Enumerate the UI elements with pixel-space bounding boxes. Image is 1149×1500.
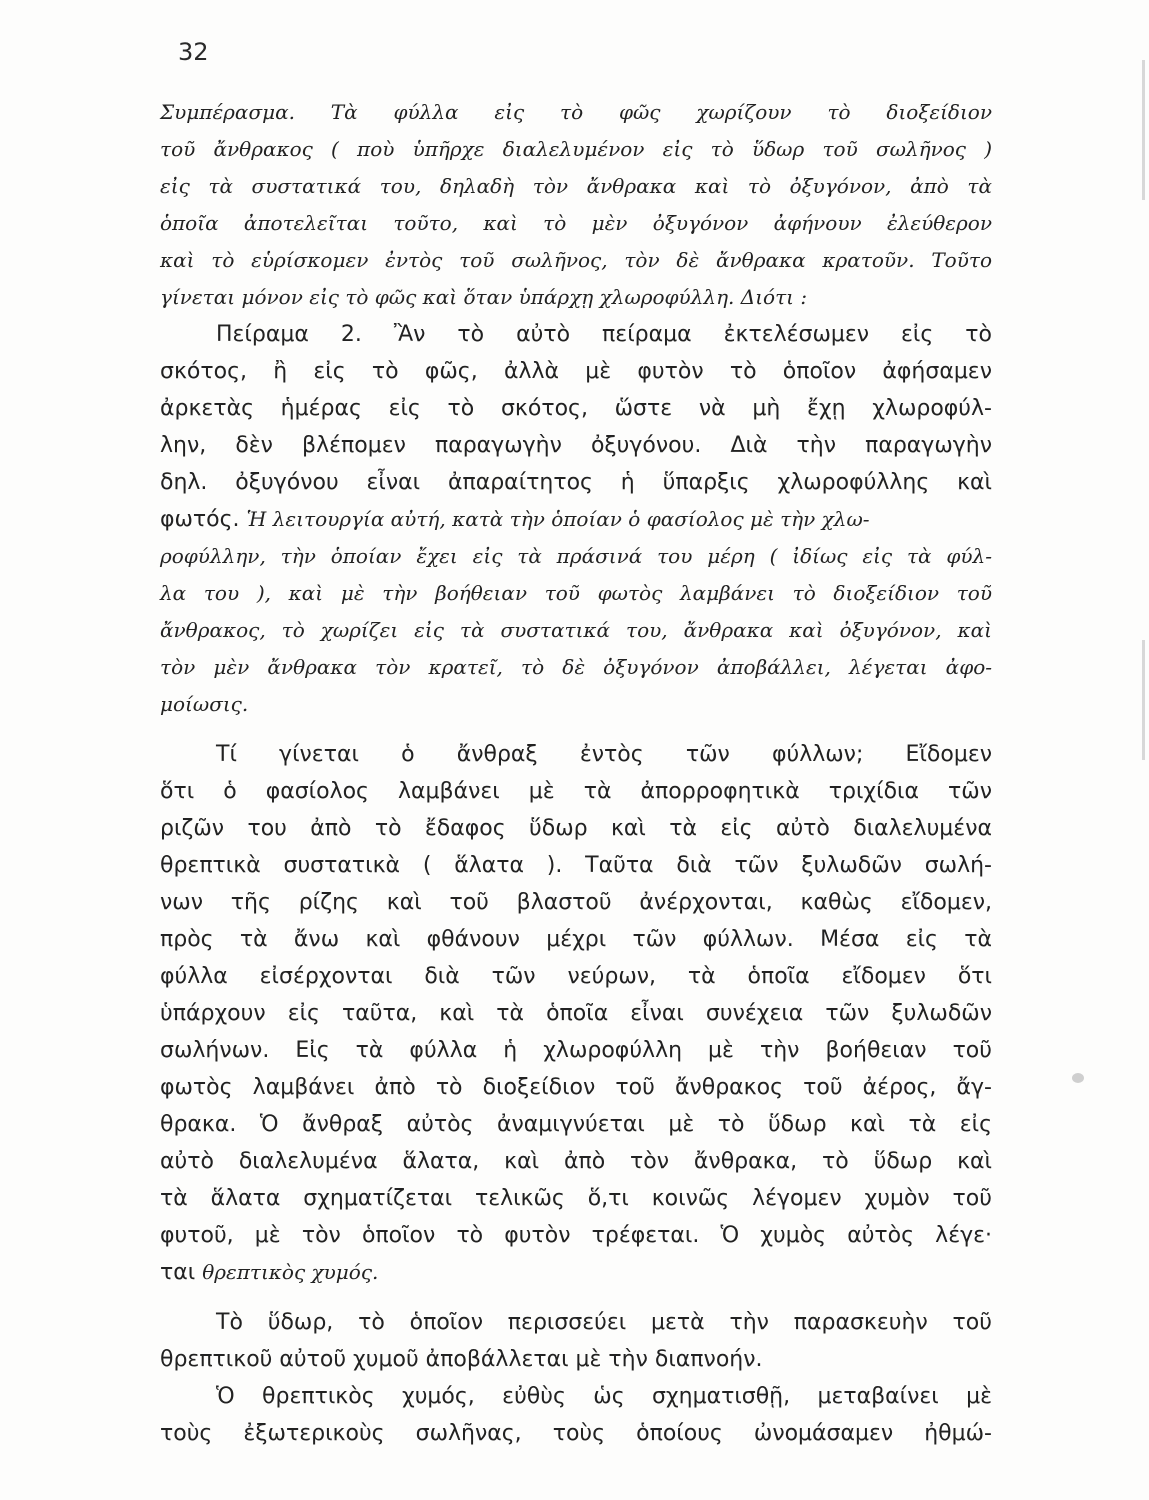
text-line (160, 847, 992, 884)
text-line-content: ριζῶν του ἀπὸ τὸ ἔδαφος ὕδωρ καὶ τὰ εἰς αὐτὸ διαλελυμένα (160, 816, 992, 841)
text-line (160, 131, 992, 168)
text-line (160, 773, 992, 810)
text-line (160, 205, 992, 242)
text-line-content: Πείραμα 2. Ἂν τὸ αὐτὸ πείραμα ἐκτελέσωμεν εἰς τὸ (216, 322, 992, 347)
paragraph-gap (160, 723, 992, 736)
text-line (160, 736, 992, 773)
page-number: 32 (178, 38, 209, 66)
text-line (160, 884, 992, 921)
text-line (160, 649, 992, 686)
text-line (160, 1217, 992, 1254)
text-line (160, 575, 992, 612)
text-line-content: τὸν μὲν ἄνθρακα τὸν κρατεῖ, τὸ δὲ ὀξυγόνον ἀποβάλλει, λέγεται ἀφο- (160, 655, 992, 679)
text-line-content: ὅτι ὁ φασίολος λαμβάνει μὲ τὰ ἀπορροφητικὰ τριχίδια τῶν (160, 779, 992, 804)
text-line (160, 94, 992, 131)
text-line (160, 686, 992, 723)
text-line (160, 168, 992, 205)
text-line-content: ροφύλλην, τὴν ὁποίαν ἔχει εἰς τὰ πράσινά του μέρη ( ἰδίως εἰς τὰ φύλ- (160, 544, 992, 568)
text-line-content: φωτὸς λαμβάνει ἀπὸ τὸ διοξείδιον τοῦ ἄνθρακος τοῦ ἀέρος, ἄγ- (160, 1075, 992, 1100)
text-line-content: ὁποῖα ἀποτελεῖται τοῦτο, καὶ τὸ μὲν ὀξυγόνον ἀφήνουν ἐλεύθερον (160, 211, 992, 235)
paragraph-gap (160, 1291, 992, 1304)
text-line (160, 612, 992, 649)
text-line-content: θρεπτικὸς χυμός. (202, 1260, 379, 1284)
text-line-content: σκότος, ἢ εἰς τὸ φῶς, ἀλλὰ μὲ φυτὸν τὸ ὁποῖον ἀφήσαμεν (160, 359, 992, 384)
text-line (160, 538, 992, 575)
text-line-content: πρὸς τὰ ἄνω καὶ φθάνουν μέχρι τῶν φύλλων. Μέσα εἰς τὰ (160, 927, 992, 952)
text-line (160, 1032, 992, 1069)
page-edge-shadow (1142, 60, 1145, 200)
text-line (160, 279, 992, 316)
text-line (160, 353, 992, 390)
text-line (160, 242, 992, 279)
text-line-content: αὐτὸ διαλελυμένα ἅλατα, καὶ ἀπὸ τὸν ἄνθρακα, τὸ ὕδωρ καὶ (160, 1149, 992, 1174)
text-line (160, 921, 992, 958)
text-line-content: φωτός. (160, 507, 240, 532)
text-line-content: νων τῆς ρίζης καὶ τοῦ βλαστοῦ ἀνέρχονται, καθὼς εἴδομεν, (160, 890, 992, 915)
text-line-content: ὑπάρχουν εἰς ταῦτα, καὶ τὰ ὁποῖα εἶναι συνέχεια τῶν ξυλωδῶν (160, 1001, 992, 1026)
text-line-content: καὶ τὸ εὑρίσκομεν ἐντὸς τοῦ σωλῆνος, τὸν δὲ ἄνθρακα κρατοῦν. Τοῦτο (160, 248, 992, 272)
text-line (160, 1069, 992, 1106)
text-line (160, 1415, 992, 1452)
text-line-content: Τί γίνεται ὁ ἄνθραξ ἐντὸς τῶν φύλλων; Εἴδομεν (216, 742, 992, 767)
text-line (160, 1106, 992, 1143)
text-line (160, 390, 992, 427)
text-line-content: τοὺς ἐξωτερικοὺς σωλῆνας, τοὺς ὁποίους ὠνομάσαμεν ἠθμώ- (160, 1421, 992, 1446)
text-line-content: θρεπτικοῦ αὐτοῦ χυμοῦ ἀποβάλλεται μὲ τὴν διαπνοήν. (160, 1347, 763, 1372)
text-line-content: δηλ. ὀξυγόνου εἶναι ἀπαραίτητος ἡ ὕπαρξις χλωροφύλλης καὶ (160, 470, 992, 495)
text-line-content: λην, δὲν βλέπομεν παραγωγὴν ὀξυγόνου. Διὰ τὴν παραγωγὴν (160, 433, 992, 458)
text-line (160, 1143, 992, 1180)
ink-smudge (1072, 1073, 1084, 1083)
text-line (160, 464, 992, 501)
text-line (160, 501, 992, 538)
text-line-content: ται (160, 1260, 196, 1285)
text-line (160, 810, 992, 847)
text-line (160, 1341, 992, 1378)
body-text (160, 94, 992, 1452)
text-line-content: σωλήνων. Εἰς τὰ φύλλα ἡ χλωροφύλλη μὲ τὴν βοήθειαν τοῦ (160, 1038, 992, 1063)
text-line-content: ἀρκετὰς ἡμέρας εἰς τὸ σκότος, ὥστε νὰ μὴ ἔχῃ χλωροφύλ- (160, 396, 992, 421)
text-line-content: Ἡ λειτουργία αὐτή, κατὰ τὴν ὁποίαν ὁ φασίολος μὲ τὴν χλω- (246, 507, 870, 531)
text-line-content: εἰς τὰ συστατικά του, δηλαδὴ τὸν ἄνθρακα καὶ τὸ ὀξυγόνον, ἀπὸ τὰ (160, 174, 992, 198)
text-line (160, 995, 992, 1032)
text-line-content: θρακα. Ὁ ἄνθραξ αὐτὸς ἀναμιγνύεται μὲ τὸ ὕδωρ καὶ τὰ εἰς (160, 1112, 992, 1137)
text-line (160, 1180, 992, 1217)
text-line-content: μοίωσις. (160, 692, 249, 716)
text-line-content: Ὁ θρεπτικὸς χυμός, εὐθὺς ὡς σχηματισθῇ, μεταβαίνει μὲ (216, 1384, 992, 1409)
text-line (160, 1254, 992, 1291)
text-line-content: γίνεται μόνον εἰς τὸ φῶς καὶ ὅταν ὑπάρχῃ χλωροφύλλη. Διότι : (160, 285, 808, 309)
text-line-content: λα του ), καὶ μὲ τὴν βοήθειαν τοῦ φωτὸς λαμβάνει τὸ διοξείδιον τοῦ (160, 581, 992, 605)
text-line (160, 958, 992, 995)
text-line-content: τὰ ἅλατα σχηματίζεται τελικῶς ὅ,τι κοινῶς λέγομεν χυμὸν τοῦ (160, 1186, 992, 1211)
text-line (160, 1378, 992, 1415)
text-line-content: Τὸ ὕδωρ, τὸ ὁποῖον περισσεύει μετὰ τὴν παρασκευὴν τοῦ (216, 1310, 992, 1335)
text-line-content: φύλλα εἰσέρχονται διὰ τῶν νεύρων, τὰ ὁποῖα εἴδομεν ὅτι (160, 964, 992, 989)
text-line-content: θρεπτικὰ συστατικὰ ( ἅλατα ). Ταῦτα διὰ τῶν ξυλωδῶν σωλή- (160, 853, 992, 878)
text-line-content: τοῦ ἄνθρακος ( ποὺ ὑπῆρχε διαλελυμένον εἰς τὸ ὕδωρ τοῦ σωλῆνος ) (160, 137, 992, 161)
text-line-content: φυτοῦ, μὲ τὸν ὁποῖον τὸ φυτὸν τρέφεται. Ὁ χυμὸς αὐτὸς λέγε· (160, 1223, 992, 1248)
text-line (160, 316, 992, 353)
text-line (160, 1304, 992, 1341)
text-line-content: Συμπέρασμα. Τὰ φύλλα εἰς τὸ φῶς χωρίζουν τὸ διοξείδιον (160, 100, 992, 124)
page-edge-shadow (1142, 640, 1145, 760)
text-line-content: ἄνθρακος, τὸ χωρίζει εἰς τὰ συστατικά του, ἄνθρακα καὶ ὀξυγόνον, καὶ (160, 618, 992, 642)
text-line (160, 427, 992, 464)
